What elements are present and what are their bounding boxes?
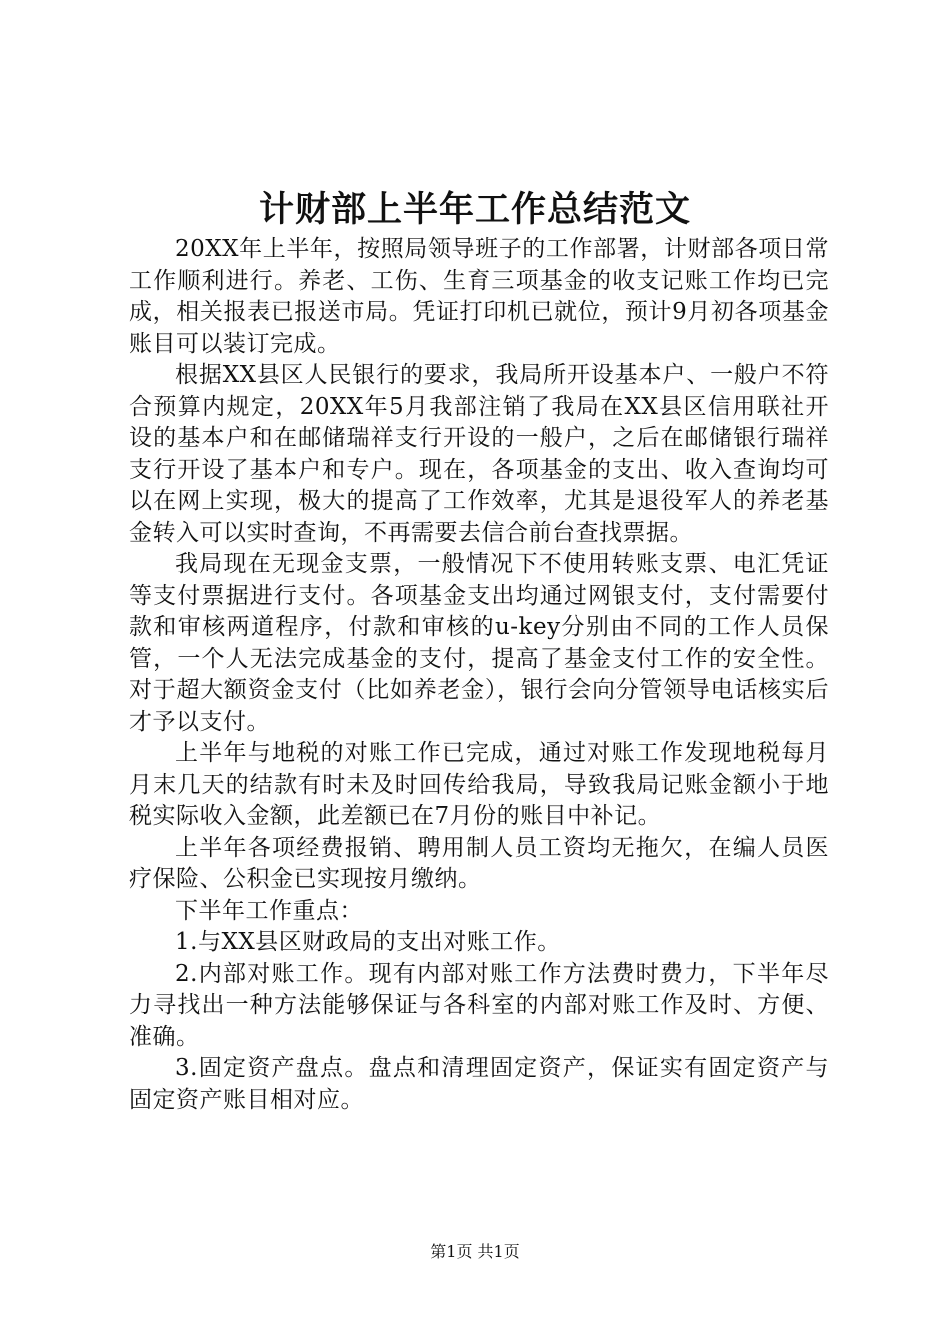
document-title: 计财部上半年工作总结范文 (258, 190, 691, 230)
document-body (129, 234, 829, 1116)
list-item-2: 2.内部对账工作。现有内部对账工作方法费时费力，下半年尽力寻找出一种方法能够保证与各科室的内部对账工作及时、方便、准确。 (129, 960, 829, 1050)
paragraph-tax-reconciliation: 上半年与地税的对账工作已完成，通过对账工作发现地税每月月末几天的结款有时未及时回传给我局，导致我局记账金额小于地税实际收入金额，此差额已在7月份的账目中补记。 (129, 740, 829, 829)
page-footer: 第1页 共1页 (430, 1242, 520, 1261)
paragraph-bank-accounts: 根据XX县区人民银行的要求，我局所开设基本户、一般户不符合预算内规定，20XX年5月我部注销了我局在XX县区信用联社开设的基本户和在邮储瑞祥支行开设的一般户，之后在邮储银行瑞祥支行开设了基本户和专户。现在，各项基金的支出、收入查询均可以在网上实现，极大的提高了工作效率，尤其是退役军人的养老基金转入可以实时查询，不再需要去信合前台查找票据。 (129, 362, 829, 546)
paragraph-second-half-heading: 下半年工作重点： (175, 897, 363, 924)
paragraph-intro: 20XX年上半年，按照局领导班子的工作部署，计财部各项日常工作顺利进行。养老、工伤、生育三项基金的收支记账工作均已完成，相关报表已报送市局。凭证打印机已就位，预计9月初各项基金账目可以装订完成。 (129, 236, 829, 357)
paragraph-payments: 我局现在无现金支票，一般情况下不使用转账支票、电汇凭证等支付票据进行支付。各项基金支出均通过网银支付，支付需要付款和审核两道程序，付款和审核的u-key分别由不同的工作人员保管，一个人无法完成基金的支付，提高了基金支付工作的安全性。对于超大额资金支付（比如养老金），银行会向分管领导电话核实后才予以支付。 (129, 551, 829, 735)
paragraph-expenses: 上半年各项经费报销、聘用制人员工资均无拖欠，在编人员医疗保险、公积金已实现按月缴纳。 (129, 834, 829, 892)
list-item-1: 1.与XX县区财政局的支出对账工作。 (175, 929, 561, 955)
list-item-3: 3.固定资产盘点。盘点和清理固定资产，保证实有固定资产与固定资产账目相对应。 (129, 1055, 829, 1113)
